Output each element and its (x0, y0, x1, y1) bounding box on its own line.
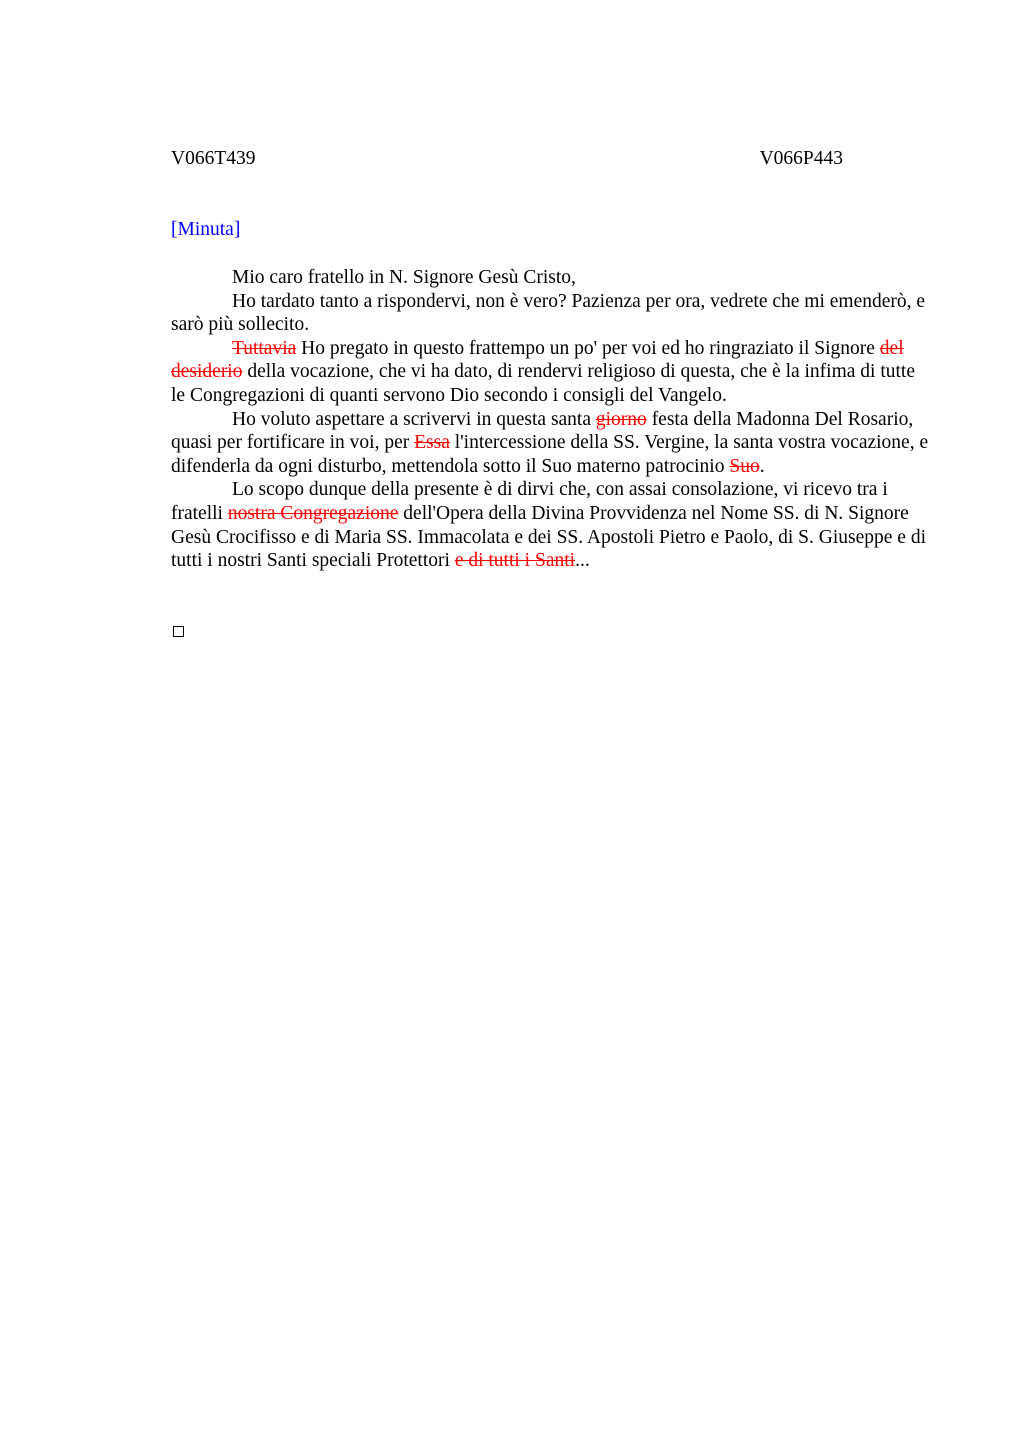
document-id-right: V066P443 (759, 148, 843, 169)
minuta-annotation: [Minuta] (171, 219, 241, 240)
paragraph-text: Ho tardato tanto a rispondervi, non è vero? Pazienza per ora, vedrete che mi emenderò, e sarò più sollecito. (171, 290, 926, 336)
document-id-left: V066T439 (171, 148, 256, 169)
paragraph-text: Ho voluto aspettare a scrivervi in questa santa (232, 408, 596, 430)
paragraph (171, 290, 929, 337)
paragraph-text: festa della Madonna Del Rosario, quasi per fortificare in voi, per (171, 408, 914, 454)
letter-body (171, 266, 929, 573)
deleted-text: Suo (729, 455, 760, 477)
deleted-text: nostra Congregazione (227, 502, 399, 524)
paragraph-text: . (759, 455, 765, 477)
deleted-text: Tuttavia (232, 337, 297, 359)
deleted-text: Essa (414, 432, 450, 454)
paragraph-text: dell'Opera della Divina Provvidenza nel Nome SS. di N. Signore Gesù Crocifisso e di Maria SS. Immacolata e dei SS. Apostoli Pietro e Paolo, di S. Giuseppe e di tutti i nostri Santi speciali Protettori (171, 502, 926, 572)
deleted-text: giorno (595, 408, 647, 430)
salutation (171, 266, 929, 290)
paragraph (171, 337, 929, 408)
paragraph-text: l'intercessione della SS. Vergine, la santa vostra vocazione, e difenderla da ogni disturbo, mettendola sotto il Suo materno patrocinio (171, 432, 929, 477)
paragraph-text: della vocazione, che vi ha dato, di rendervi religioso di questa, che è la infima di tutte le Congregazioni di quanti servono Dio secondo i consigli del Vangelo. (171, 361, 915, 406)
empty-square-icon (173, 626, 184, 637)
paragraph-text: Lo scopo dunque della presente è di dirvi che, con assai consolazione, vi ricevo tra i fratelli (171, 479, 888, 524)
paragraph (171, 478, 929, 572)
salutation-text: Mio caro fratello in N. Signore Gesù Cristo, (232, 267, 576, 288)
deleted-text: del desiderio (171, 337, 904, 383)
paragraph-text: ... (575, 550, 590, 572)
deleted-text: e di tutti i Santi (454, 550, 576, 572)
document-header (171, 147, 843, 171)
paragraph (171, 408, 929, 479)
paragraph-text: Ho pregato in questo frattempo un po' per voi ed ho ringraziato il Signore (296, 337, 880, 359)
